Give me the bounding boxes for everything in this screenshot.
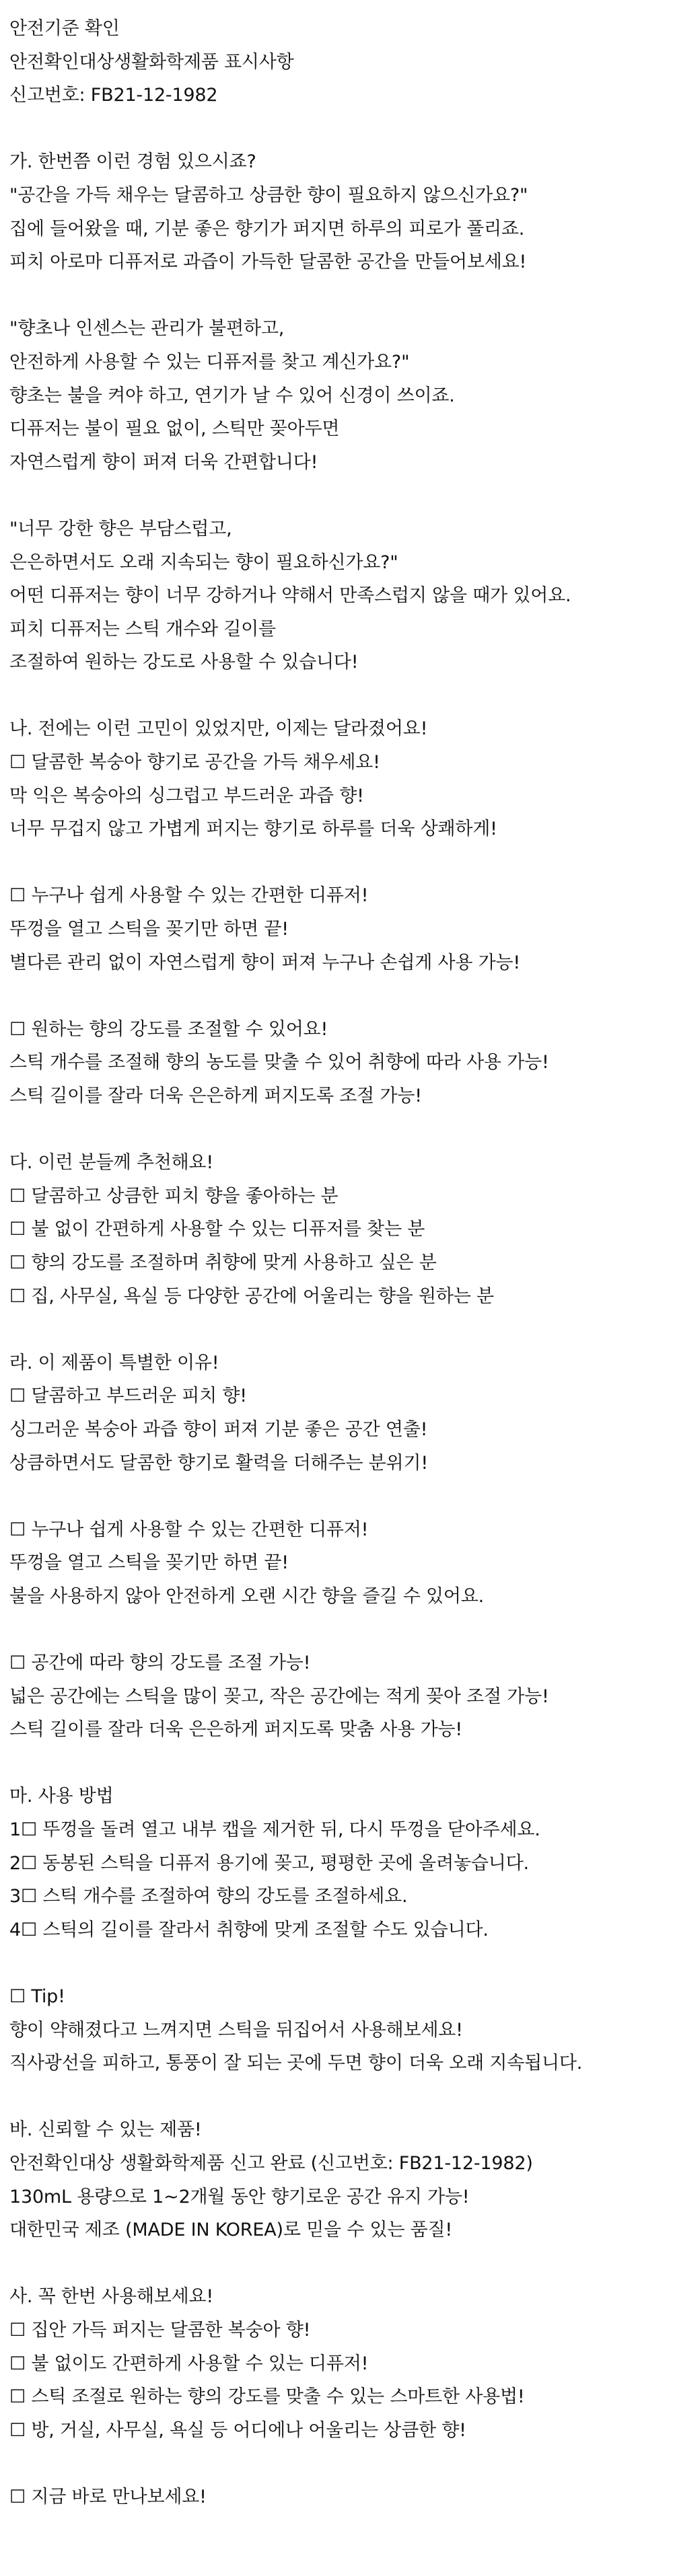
text-line: 넓은 공간에는 스틱을 많이 꽂고, 작은 공간에는 적게 꽂아 조절 가능! (9, 1685, 549, 1707)
section-ga-heading: 가. 한번쯤 이런 경험 있으시죠? (9, 151, 256, 173)
checkbox-bullet-line: ☐ 달콤하고 상큼한 피치 향을 좋아하는 분 (9, 1185, 339, 1207)
text-line: 향이 약해졌다고 느껴지면 스틱을 뒤집어서 사용해보세요! (9, 2019, 463, 2041)
spacer (9, 1313, 664, 1347)
usage-step-4: 4☐ 스틱의 길이를 잘라서 취향에 맞게 조절할 수도 있습니다. (9, 1919, 489, 1940)
closing-call-to-action: ☐ 지금 바로 만나보세요! (9, 2486, 207, 2507)
checkbox-bullet-line: ☐ 공간에 따라 향의 강도를 조절 가능! (9, 1653, 311, 1674)
checkbox-bullet-line: ☐ 방, 거실, 사무실, 욕실 등 어디에나 어울리는 상큼한 향! (9, 2419, 466, 2441)
checkbox-bullet-line: ☐ 집안 가득 퍼지는 달콤한 복숭아 향! (9, 2319, 311, 2341)
text-line: 130mL 용량으로 1~2개월 동안 향기로운 공간 유지 가능! (9, 2186, 470, 2207)
spacer (9, 1614, 664, 1647)
checkbox-bullet-line: ☐ 향의 강도를 조절하며 취향에 맞게 사용하고 싶은 분 (9, 1252, 437, 1273)
checkbox-bullet-line: ☐ 불 없이도 간편하게 사용할 수 있는 디퓨저! (9, 2353, 369, 2374)
spacer (9, 2080, 664, 2114)
text-line: 직사광선을 피하고, 통풍이 잘 되는 곳에 두면 향이 더욱 오래 지속됩니다. (9, 2053, 583, 2074)
checkbox-bullet-line: ☐ 집, 사무실, 욕실 등 다양한 공간에 어울리는 향을 원하는 분 (9, 1285, 494, 1307)
tip-heading: ☐ Tip! (9, 1986, 65, 2008)
section-ra-heading: 라. 이 제품이 특별한 이유! (9, 1352, 219, 1373)
text-line: "공간을 가득 채우는 달콤하고 상큼한 향이 필요하지 않으신가요?" (9, 184, 528, 206)
text-line: 안전하게 사용할 수 있는 디퓨저를 찾고 계신가요?" (9, 351, 410, 373)
text-line: 뚜껑을 열고 스틱을 꽂기만 하면 끝! (9, 919, 289, 940)
text-line: "향초나 인센스는 관리가 불편하고, (9, 318, 285, 340)
text-line: 막 익은 복숭아의 싱그럽고 부드러운 과즙 향! (9, 785, 364, 806)
usage-step-3: 3☐ 스틱 개수를 조절하여 향의 강도를 조절하세요. (9, 1886, 408, 1907)
spacer (9, 279, 664, 313)
text-line: 대한민국 제조 (MADE IN KOREA)로 믿을 수 있는 품질! (9, 2220, 453, 2241)
text-line: 집에 들어왔을 때, 기분 좋은 향기가 퍼지면 하루의 피로가 풀리죠. (9, 218, 525, 239)
spacer (9, 979, 664, 1013)
spacer (9, 846, 664, 880)
text-line: 은은하면서도 오래 지속되는 향이 필요하신가요?" (9, 552, 398, 573)
spacer (9, 679, 664, 713)
spacer (9, 1480, 664, 1513)
checkbox-bullet-line: ☐ 달콤하고 부드러운 피치 향! (9, 1386, 247, 1407)
section-da-heading: 다. 이런 분들께 추천해요! (9, 1152, 213, 1174)
section-sa-heading: 사. 꼭 한번 사용해보세요! (9, 2286, 213, 2308)
text-line: 피치 디퓨저는 스틱 개수와 길이를 (9, 618, 276, 640)
checkbox-bullet-line: ☐ 누구나 쉽게 사용할 수 있는 간편한 디퓨저! (9, 1519, 369, 1540)
spacer (9, 1946, 664, 1980)
text-line: 스틱 개수를 조절해 향의 농도를 맞출 수 있어 취향에 따라 사용 가능! (9, 1052, 549, 1073)
text-line: 자연스럽게 향이 퍼져 더욱 간편합니다! (9, 451, 318, 473)
safety-standard-heading: 안전기준 확인 (9, 18, 120, 39)
text-line: 싱그러운 복숭아 과즙 향이 퍼져 기분 좋은 공간 연출! (9, 1418, 428, 1440)
checkbox-bullet-line: ☐ 스틱 조절로 원하는 향의 강도를 맞출 수 있는 스마트한 사용법! (9, 2386, 525, 2408)
usage-step-1: 1☐ 뚜껑을 돌려 열고 내부 캡을 제거한 뒤, 다시 뚜껑을 닫아주세요. (9, 1819, 540, 1841)
text-line: 디퓨저는 불이 필요 없이, 스틱만 꽂아두면 (9, 418, 340, 440)
checkbox-bullet-line: ☐ 불 없이 간편하게 사용할 수 있는 디퓨저를 찾는 분 (9, 1219, 425, 1240)
text-line: 어떤 디퓨저는 향이 너무 강하거나 약해서 만족스럽지 않을 때가 있어요. (9, 585, 571, 607)
product-description-document (9, 12, 664, 2514)
checkbox-bullet-line: ☐ 누구나 쉽게 사용할 수 있는 간편한 디퓨저! (9, 885, 369, 907)
spacer (9, 1747, 664, 1780)
usage-step-2: 2☐ 동봉된 스틱을 디퓨저 용기에 꽂고, 평평한 곳에 올려놓습니다. (9, 1852, 529, 1874)
text-line: "너무 강한 향은 부담스럽고, (9, 518, 232, 539)
spacer (9, 2447, 664, 2480)
spacer (9, 479, 664, 513)
spacer (9, 112, 664, 146)
text-line: 조절하여 원하는 강도로 사용할 수 있습니다! (9, 652, 359, 673)
checkbox-bullet-line: ☐ 달콤한 복숭아 향기로 공간을 가득 채우세요! (9, 752, 380, 773)
section-ma-heading: 마. 사용 방법 (9, 1786, 114, 1807)
registration-number: 신고번호: FB21-12-1982 (9, 85, 218, 106)
text-line: 상큼하면서도 달콤한 향기로 활력을 더해주는 분위기! (9, 1452, 428, 1474)
spacer (9, 1113, 664, 1147)
text-line: 안전확인대상 생활화학제품 신고 완료 (신고번호: FB21-12-1982) (9, 2153, 533, 2174)
text-line: 피치 아로마 디퓨저로 과즙이 가득한 달콤한 공간을 만들어보세요! (9, 252, 527, 273)
text-line: 별다른 관리 없이 자연스럽게 향이 퍼져 누구나 손쉽게 사용 가능! (9, 952, 520, 973)
text-line: 뚜껑을 열고 스틱을 꽂기만 하면 끝! (9, 1552, 289, 1574)
spacer (9, 2247, 664, 2281)
product-label-heading: 안전확인대상생활화학제품 표시사항 (9, 51, 294, 73)
section-ba-heading: 바. 신뢰할 수 있는 제품! (9, 2119, 202, 2141)
text-line: 너무 무겁지 않고 가볍게 퍼지는 향기로 하루를 더욱 상쾌하게! (9, 819, 497, 840)
text-line: 스틱 길이를 잘라 더욱 은은하게 퍼지도록 조절 가능! (9, 1086, 422, 1106)
text-line: 향초는 불을 켜야 하고, 연기가 날 수 있어 신경이 쓰이죠. (9, 385, 455, 406)
text-line: 스틱 길이를 잘라 더욱 은은하게 퍼지도록 맞춤 사용 가능! (9, 1719, 462, 1741)
checkbox-bullet-line: ☐ 원하는 향의 강도를 조절할 수 있어요! (9, 1018, 328, 1040)
text-line: 불을 사용하지 않아 안전하게 오랜 시간 향을 즐길 수 있어요. (9, 1585, 484, 1607)
section-na-heading: 나. 전에는 이런 고민이 있었지만, 이제는 달라졌어요! (9, 718, 428, 740)
